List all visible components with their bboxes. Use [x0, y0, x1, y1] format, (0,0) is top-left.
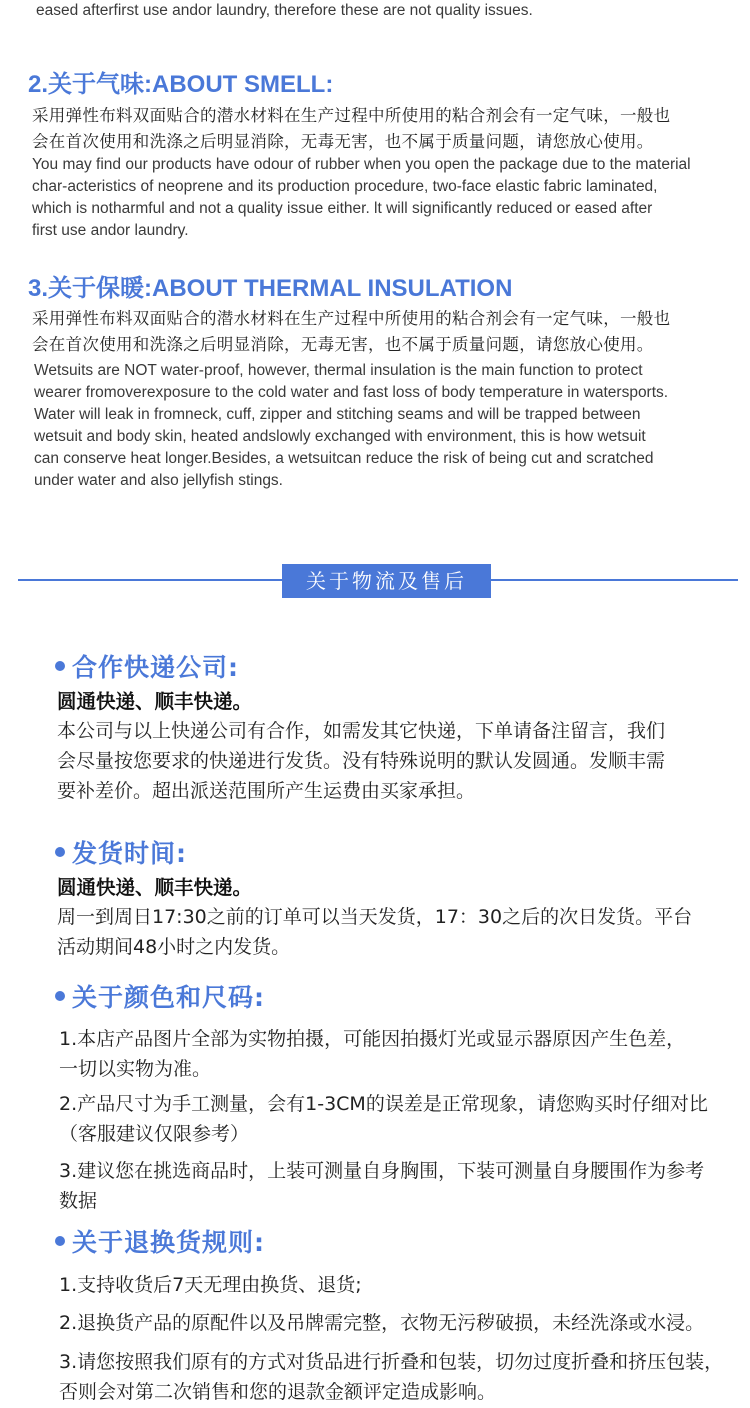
- thermal-en-line: Water will leak in fromneck, cuff, zipper and stitching seams and will be trapped between: [34, 406, 641, 423]
- thermal-en-line: can conserve heat longer.Besides, a wetsuitcan reduce the risk of being cut and scratched: [34, 450, 654, 467]
- smell-en-line: first use andor laundry.: [32, 222, 189, 239]
- logistics-after-sales-badge: 关于物流及售后: [282, 564, 491, 598]
- thermal-cn-line: 采用弹性布料双面贴合的潜水材料在生产过程中所使用的粘合剂会有一定气味，一般也: [32, 309, 671, 328]
- thermal-cn-line: 会在首次使用和洗涤之后明显消除，无毒无害，也不属于质量问题，请您放心使用。: [32, 335, 654, 354]
- smell-cn-line: 会在首次使用和洗涤之后明显消除，无毒无害，也不属于质量问题，请您放心使用。: [32, 132, 654, 151]
- color-size-line: 2.产品尺寸为手工测量，会有1-3CM的误差是正常现象，请您购买时仔细对比: [59, 1093, 708, 1115]
- color-size-line: 1.本店产品图片全部为实物拍摄，可能因拍摄灯光或显示器原因产生色差，: [59, 1028, 686, 1050]
- returns-line: 3.请您按照我们原有的方式对货品进行折叠和包装，切勿过度折叠和挤压包装，: [59, 1351, 724, 1373]
- color-size-heading: 关于颜色和尺码:: [72, 983, 265, 1012]
- smell-en-line: which is notharmful and not a quality issue either. lt will significantly reduced or eased after: [32, 200, 653, 217]
- thermal-en-line: wetsuit and body skin, heated andslowly exchanged with environment, this is how wetsuit: [34, 428, 646, 445]
- bullet-dot-icon: [55, 991, 65, 1001]
- shipping-companies: 圆通快递、顺丰快递。: [57, 876, 253, 899]
- returns-line: 否则会对第二次销售和您的退款金额评定造成影响。: [59, 1381, 497, 1403]
- color-size-line: （客服建议仅限参考）: [59, 1123, 250, 1145]
- courier-line: 本公司与以上快递公司有合作，如需发其它快递，下单请备注留言，我们: [57, 720, 666, 742]
- courier-companies: 圆通快递、顺丰快递。: [57, 690, 253, 713]
- courier-line: 要补差价。超出派送范围所产生运费由买家承担。: [57, 780, 476, 802]
- smell-en-line: You may find our products have odour of rubber when you open the package due to the material: [32, 156, 691, 173]
- bullet-dot-icon: [55, 661, 65, 671]
- color-size-line: 数据: [59, 1190, 98, 1212]
- courier-heading: 合作快递公司:: [72, 653, 239, 682]
- bullet-dot-icon: [55, 847, 65, 857]
- smell-heading: 2.关于气味:ABOUT SMELL:: [28, 71, 334, 98]
- returns-heading: 关于退换货规则:: [72, 1228, 265, 1257]
- top-fragment-text: eased afterfirst use andor laundry, therefore these are not quality issues.: [36, 2, 533, 19]
- thermal-en-line: under water and also jellyfish stings.: [34, 472, 283, 489]
- returns-line: 2.退换货产品的原配件以及吊牌需完整，衣物无污秽破损，未经洗涤或水浸。: [59, 1312, 705, 1334]
- courier-line: 会尽量按您要求的快递进行发货。没有特殊说明的默认发圆通。发顺丰需: [57, 750, 666, 772]
- returns-line: 1.支持收货后7天无理由换货、退货;: [59, 1274, 362, 1296]
- smell-en-line: char-acteristics of neoprene and its production procedure, two-face elastic fabric laminated,: [32, 178, 658, 195]
- bullet-dot-icon: [55, 1236, 65, 1246]
- shipping-line: 周一到周日17:30之前的订单可以当天发货，17：30之后的次日发货。平台: [57, 906, 693, 928]
- thermal-heading: 3.关于保暖:ABOUT THERMAL INSULATION: [28, 275, 513, 302]
- color-size-line: 一切以实物为准。: [59, 1058, 212, 1080]
- color-size-line: 3.建议您在挑选商品时，上装可测量自身胸围，下装可测量自身腰围作为参考: [59, 1160, 705, 1182]
- thermal-en-line: Wetsuits are NOT water-proof, however, thermal insulation is the main function to protect: [34, 362, 643, 379]
- shipping-heading: 发货时间:: [72, 839, 187, 868]
- shipping-line: 活动期间48小时之内发货。: [57, 936, 291, 958]
- thermal-en-line: wearer fromoverexposure to the cold water and fast loss of body temperature in watersports.: [34, 384, 669, 401]
- smell-cn-line: 采用弹性布料双面贴合的潜水材料在生产过程中所使用的粘合剂会有一定气味，一般也: [32, 106, 671, 125]
